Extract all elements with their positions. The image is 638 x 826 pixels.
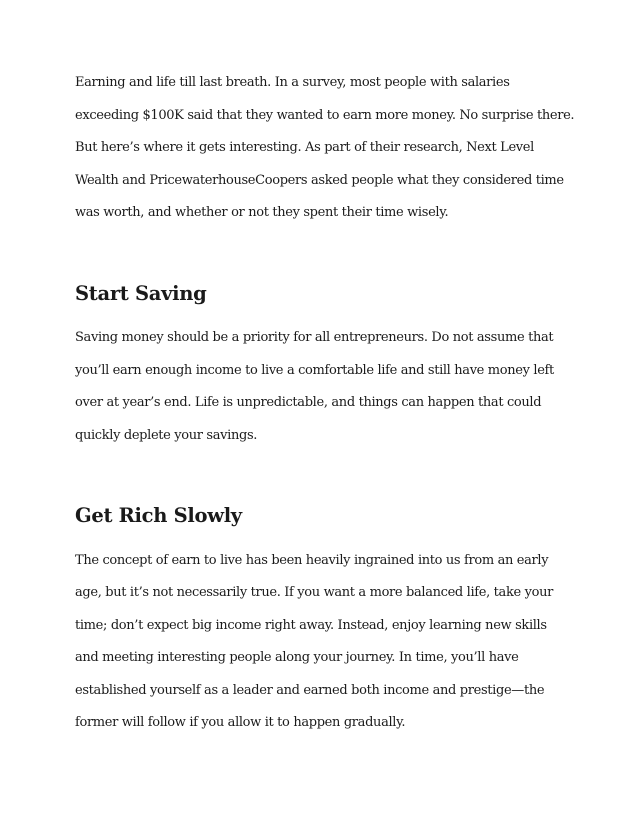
heading-spacer (75, 533, 570, 545)
paragraph-line: over at year’s end. Life is unpredictable, and things can happen that could (75, 395, 542, 410)
paragraph-line: quickly deplete your savings. (75, 427, 258, 443)
paragraph-line: time; don’t expect big income right away. Instead, enjoy learning new skills (75, 617, 547, 633)
intro-paragraph (75, 67, 575, 230)
section-spacer (75, 452, 570, 500)
paragraph-line: you’ll earn enough income to live a comfortable life and still have money left (75, 362, 554, 378)
paragraph-line: was worth, and whether or not they spent their time wisely. (75, 205, 449, 220)
paragraph-line: established yourself as a leader and earned both income and prestige—the (75, 682, 545, 698)
paragraph-line: age, but it’s not necessarily true. If you want a more balanced life, take your (75, 585, 553, 600)
section-heading-get-rich-slowly: Get Rich Slowly (75, 504, 242, 527)
start-saving-paragraph (75, 322, 570, 452)
paragraph-line: former will follow if you allow it to happen gradually. (75, 715, 406, 730)
heading-spacer (75, 310, 570, 322)
paragraph-line: But here’s where it gets interesting. As part of their research, Next Level (75, 140, 534, 155)
section-spacer (75, 230, 570, 278)
paragraph-line: and meeting interesting people along your journey. In time, you’ll have (75, 650, 519, 665)
paragraph-line: Earning and life till last breath. In a survey, most people with salaries (75, 75, 510, 90)
paragraph-line: The concept of earn to live has been heavily ingrained into us from an early (75, 552, 549, 568)
paragraph-line: Saving money should be a priority for all entrepreneurs. Do not assume that (75, 330, 554, 345)
paragraph-line: exceeding $100K said that they wanted to earn more money. No surprise there. (75, 107, 575, 123)
section-heading-start-saving: Start Saving (75, 281, 207, 305)
get-rich-slowly-paragraph (75, 545, 570, 740)
paragraph-line: Wealth and PricewaterhouseCoopers asked people what they considered time (75, 172, 564, 188)
document-page (75, 67, 575, 740)
